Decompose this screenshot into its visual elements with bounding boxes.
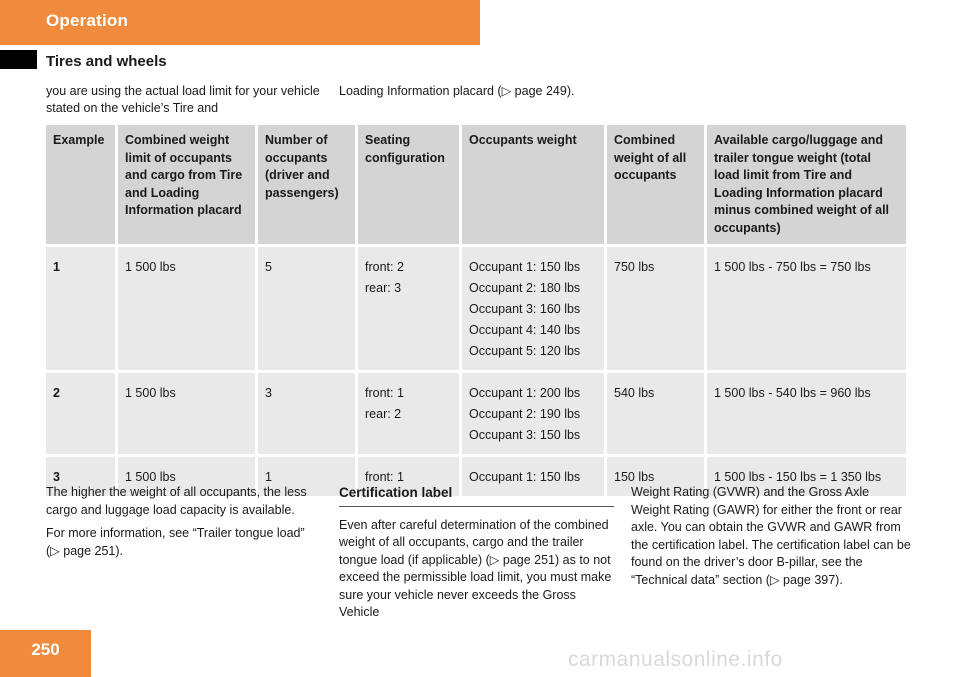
combined-weight-cell: 150 lbs (607, 454, 707, 496)
available-cargo-cell: 1 500 lbs - 750 lbs = 750 lbs (707, 244, 906, 370)
occupants-weight-cell (462, 244, 607, 370)
table-row (46, 370, 906, 454)
page-number-box (0, 630, 91, 677)
table-row (46, 244, 906, 370)
seating-line: front: 1 (365, 470, 404, 484)
occupant-weight-line: Occupant 3: 160 lbs (469, 302, 581, 316)
intro-text-right: Loading Information placard (▷ page 249). (339, 84, 575, 98)
occupant-weight-line: Occupant 2: 180 lbs (469, 281, 581, 295)
load-example-table (46, 125, 906, 496)
body-column-1 (46, 484, 316, 566)
seating-line: rear: 3 (365, 281, 402, 295)
body-column-2 (339, 484, 614, 628)
column-header-example: Example (46, 125, 118, 244)
occupants-count-cell: 5 (258, 244, 358, 370)
weight-limit-cell: 1 500 lbs (118, 454, 258, 496)
seating-line: rear: 2 (365, 407, 402, 421)
column-header-seating: Seating configuration (358, 125, 462, 244)
column-header-occupants-weight: Occupants weight (462, 125, 607, 244)
occupant-weight-line: Occupant 1: 150 lbs (469, 470, 581, 484)
example-number: 1 (46, 244, 118, 370)
available-cargo-cell: 1 500 lbs - 540 lbs = 960 lbs (707, 370, 906, 454)
paragraph: Weight Rating (GVWR) and the Gross Axle Weight Rating (GAWR) for either the front or rear axle. You can obtain the GVWR and GAWR from the certification label. The certification label can be found on the driver’s door B-pillar, see the “Technical data” section (▷ page 397). (631, 485, 911, 587)
seating-line: front: 2 (365, 260, 404, 274)
occupant-weight-line: Occupant 1: 200 lbs (469, 386, 581, 400)
seating-line: front: 1 (365, 386, 404, 400)
occupant-weight-line: Occupant 2: 190 lbs (469, 407, 581, 421)
paragraph: Even after careful determination of the combined weight of all occupants, cargo and the trailer tongue load (if applicable) (▷ page 251) as to not exceed the permissible load limit, you must make sure your vehicle never exceeds the Gross Vehicle (339, 517, 612, 619)
page-number: 250 (31, 640, 60, 659)
column-header-weight-limit: Combined weight limit of occupants and cargo from Tire and Loading Information placard (118, 125, 258, 244)
seating-cell (358, 244, 462, 370)
occupant-weight-line: Occupant 1: 150 lbs (469, 260, 581, 274)
occupant-weight-line: Occupant 5: 120 lbs (469, 344, 581, 358)
occupant-weight-line: Occupant 3: 150 lbs (469, 428, 581, 442)
watermark: carmanualsonline.info (568, 648, 783, 671)
column-header-occupants: Number of occupants (driver and passengers) (258, 125, 358, 244)
weight-limit-cell: 1 500 lbs (118, 370, 258, 454)
seating-cell (358, 370, 462, 454)
section-title: Operation (46, 11, 129, 30)
weight-limit-cell: 1 500 lbs (118, 244, 258, 370)
occupants-count-cell: 3 (258, 370, 358, 454)
combined-weight-cell: 750 lbs (607, 244, 707, 370)
occupants-weight-cell (462, 370, 607, 454)
combined-weight-cell: 540 lbs (607, 370, 707, 454)
occupant-weight-line: Occupant 4: 140 lbs (469, 323, 581, 337)
paragraph: For more information, see “Trailer tongue load” (▷ page 251). (46, 526, 305, 558)
occupants-count-cell: 1 (258, 454, 358, 496)
paragraph: The higher the weight of all occupants, the less cargo and luggage load capacity is available. (46, 485, 307, 517)
column-header-combined-weight: Combined weight of all occupants (607, 125, 707, 244)
subsection-title: Tires and wheels (46, 53, 167, 70)
column-header-available-cargo: Available cargo/luggage and trailer tongue weight (total load limit from Tire and Loading Information placard minus combined weight of all occupants) (707, 125, 906, 244)
section-marker (0, 50, 37, 69)
example-number: 3 (46, 454, 118, 496)
table-header-row (46, 125, 906, 244)
intro-text-left: you are using the actual load limit for your vehicle stated on the vehicle’s Tire and (46, 84, 320, 115)
body-column-3 (631, 484, 911, 595)
available-cargo-cell: 1 500 lbs - 150 lbs = 1 350 lbs (707, 454, 906, 496)
example-number: 2 (46, 370, 118, 454)
certification-label-heading: Certification label (339, 484, 614, 507)
